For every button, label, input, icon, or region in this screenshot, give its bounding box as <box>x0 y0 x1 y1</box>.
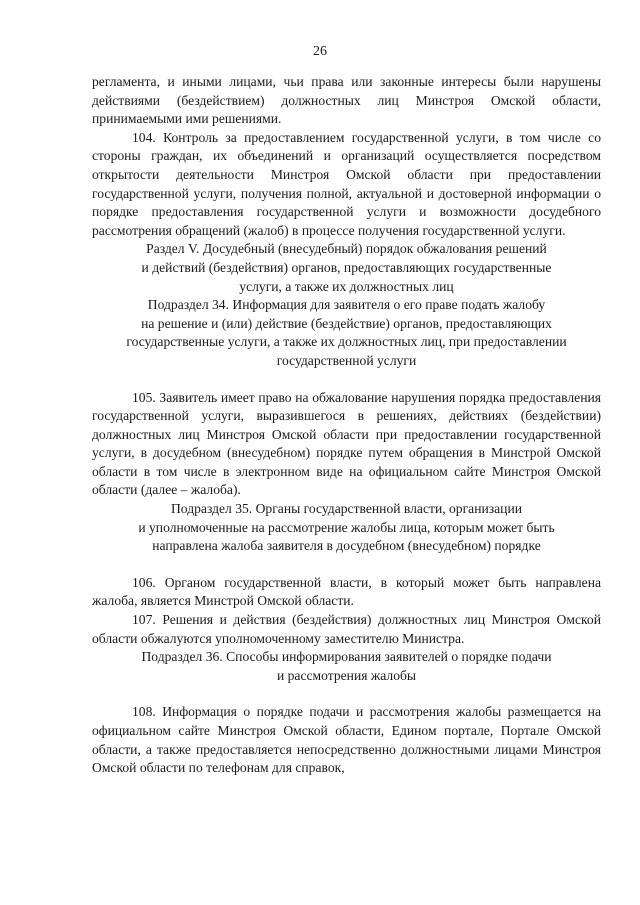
section-heading <box>92 500 601 556</box>
heading-line: Раздел V. Досудебный (внесудебный) порядок обжалования решений <box>146 241 547 257</box>
heading-line: Подраздел 35. Органы государственной власти, организации <box>170 501 522 517</box>
paragraph: регламента, и иными лицами, чьи права или законные интересы были нарушены действиями (бездействием) должностных лиц Минстроя Омской области, принимаемыми ими решениями. <box>92 74 601 127</box>
heading-line: направлена жалоба заявителя в досудебном (внесудебном) порядке <box>152 538 541 554</box>
heading-line: и действий (бездействия) органов, предоставляющих государственные <box>141 259 552 275</box>
paragraph: 106. Органом государственной власти, в который может быть направлена жалоба, является Минстрой Омской области. <box>92 574 601 609</box>
page-number: 26 <box>313 44 327 59</box>
document-body <box>92 73 601 778</box>
paragraph: 105. Заявитель имеет право на обжалование нарушения порядка предоставления государственной услуги, выразившегося в решениях, действиях (бездействии) должностных лиц Минстроя Омской области при предоставлении государственной услуги, в досудебном (внесудебном) порядке путем обращения в Минстрой Омской области в том числе в электронном виде на официальном сайте Минстроя Омской области (далее – жалоба). <box>92 389 601 498</box>
heading-line: и рассмотрения жалобы <box>276 667 417 683</box>
section-heading <box>92 296 601 370</box>
heading-line: государственной услуги <box>276 352 417 368</box>
section-heading <box>92 240 601 296</box>
heading-line: Подраздел 34. Информация для заявителя о его праве подать жалобу <box>147 297 546 313</box>
paragraph: 108. Информация о порядке подачи и рассмотрения жалобы размещается на официальном сайте Минстроя Омской области, Едином портале, Портале Омской области, а также предоставляется непосредственно должностными лицами Минстроя Омской области по телефонам для справок, <box>92 704 601 776</box>
section-heading <box>92 648 601 685</box>
heading-line: услуги, а также их должностных лиц <box>239 278 454 294</box>
heading-line: государственные услуги, а также их должностных лиц, при предоставлении <box>126 334 567 350</box>
paragraph: 104. Контроль за предоставлением государственной услуги, в том числе со стороны граждан, их объединений и организаций осуществляется посредством открытости деятельности Минстроя Омской области при предоставлении государственной услуги, получения полной, актуальной и достоверной информации о порядке предоставления государственной услуги и возможности досудебного рассмотрения обращений (жалоб) в процессе получения государственной услуги. <box>92 129 601 238</box>
paragraph: 107. Решения и действия (бездействия) должностных лиц Минстроя Омской области обжалуются уполномоченному заместителю Министра. <box>92 612 601 646</box>
heading-line: и уполномоченные на рассмотрение жалобы лица, которым может быть <box>138 519 555 535</box>
heading-line: Подраздел 36. Способы информирования заявителей о порядке подачи <box>141 649 552 665</box>
heading-line: на решение и (или) действие (бездействие) органов, предоставляющих <box>141 315 552 331</box>
